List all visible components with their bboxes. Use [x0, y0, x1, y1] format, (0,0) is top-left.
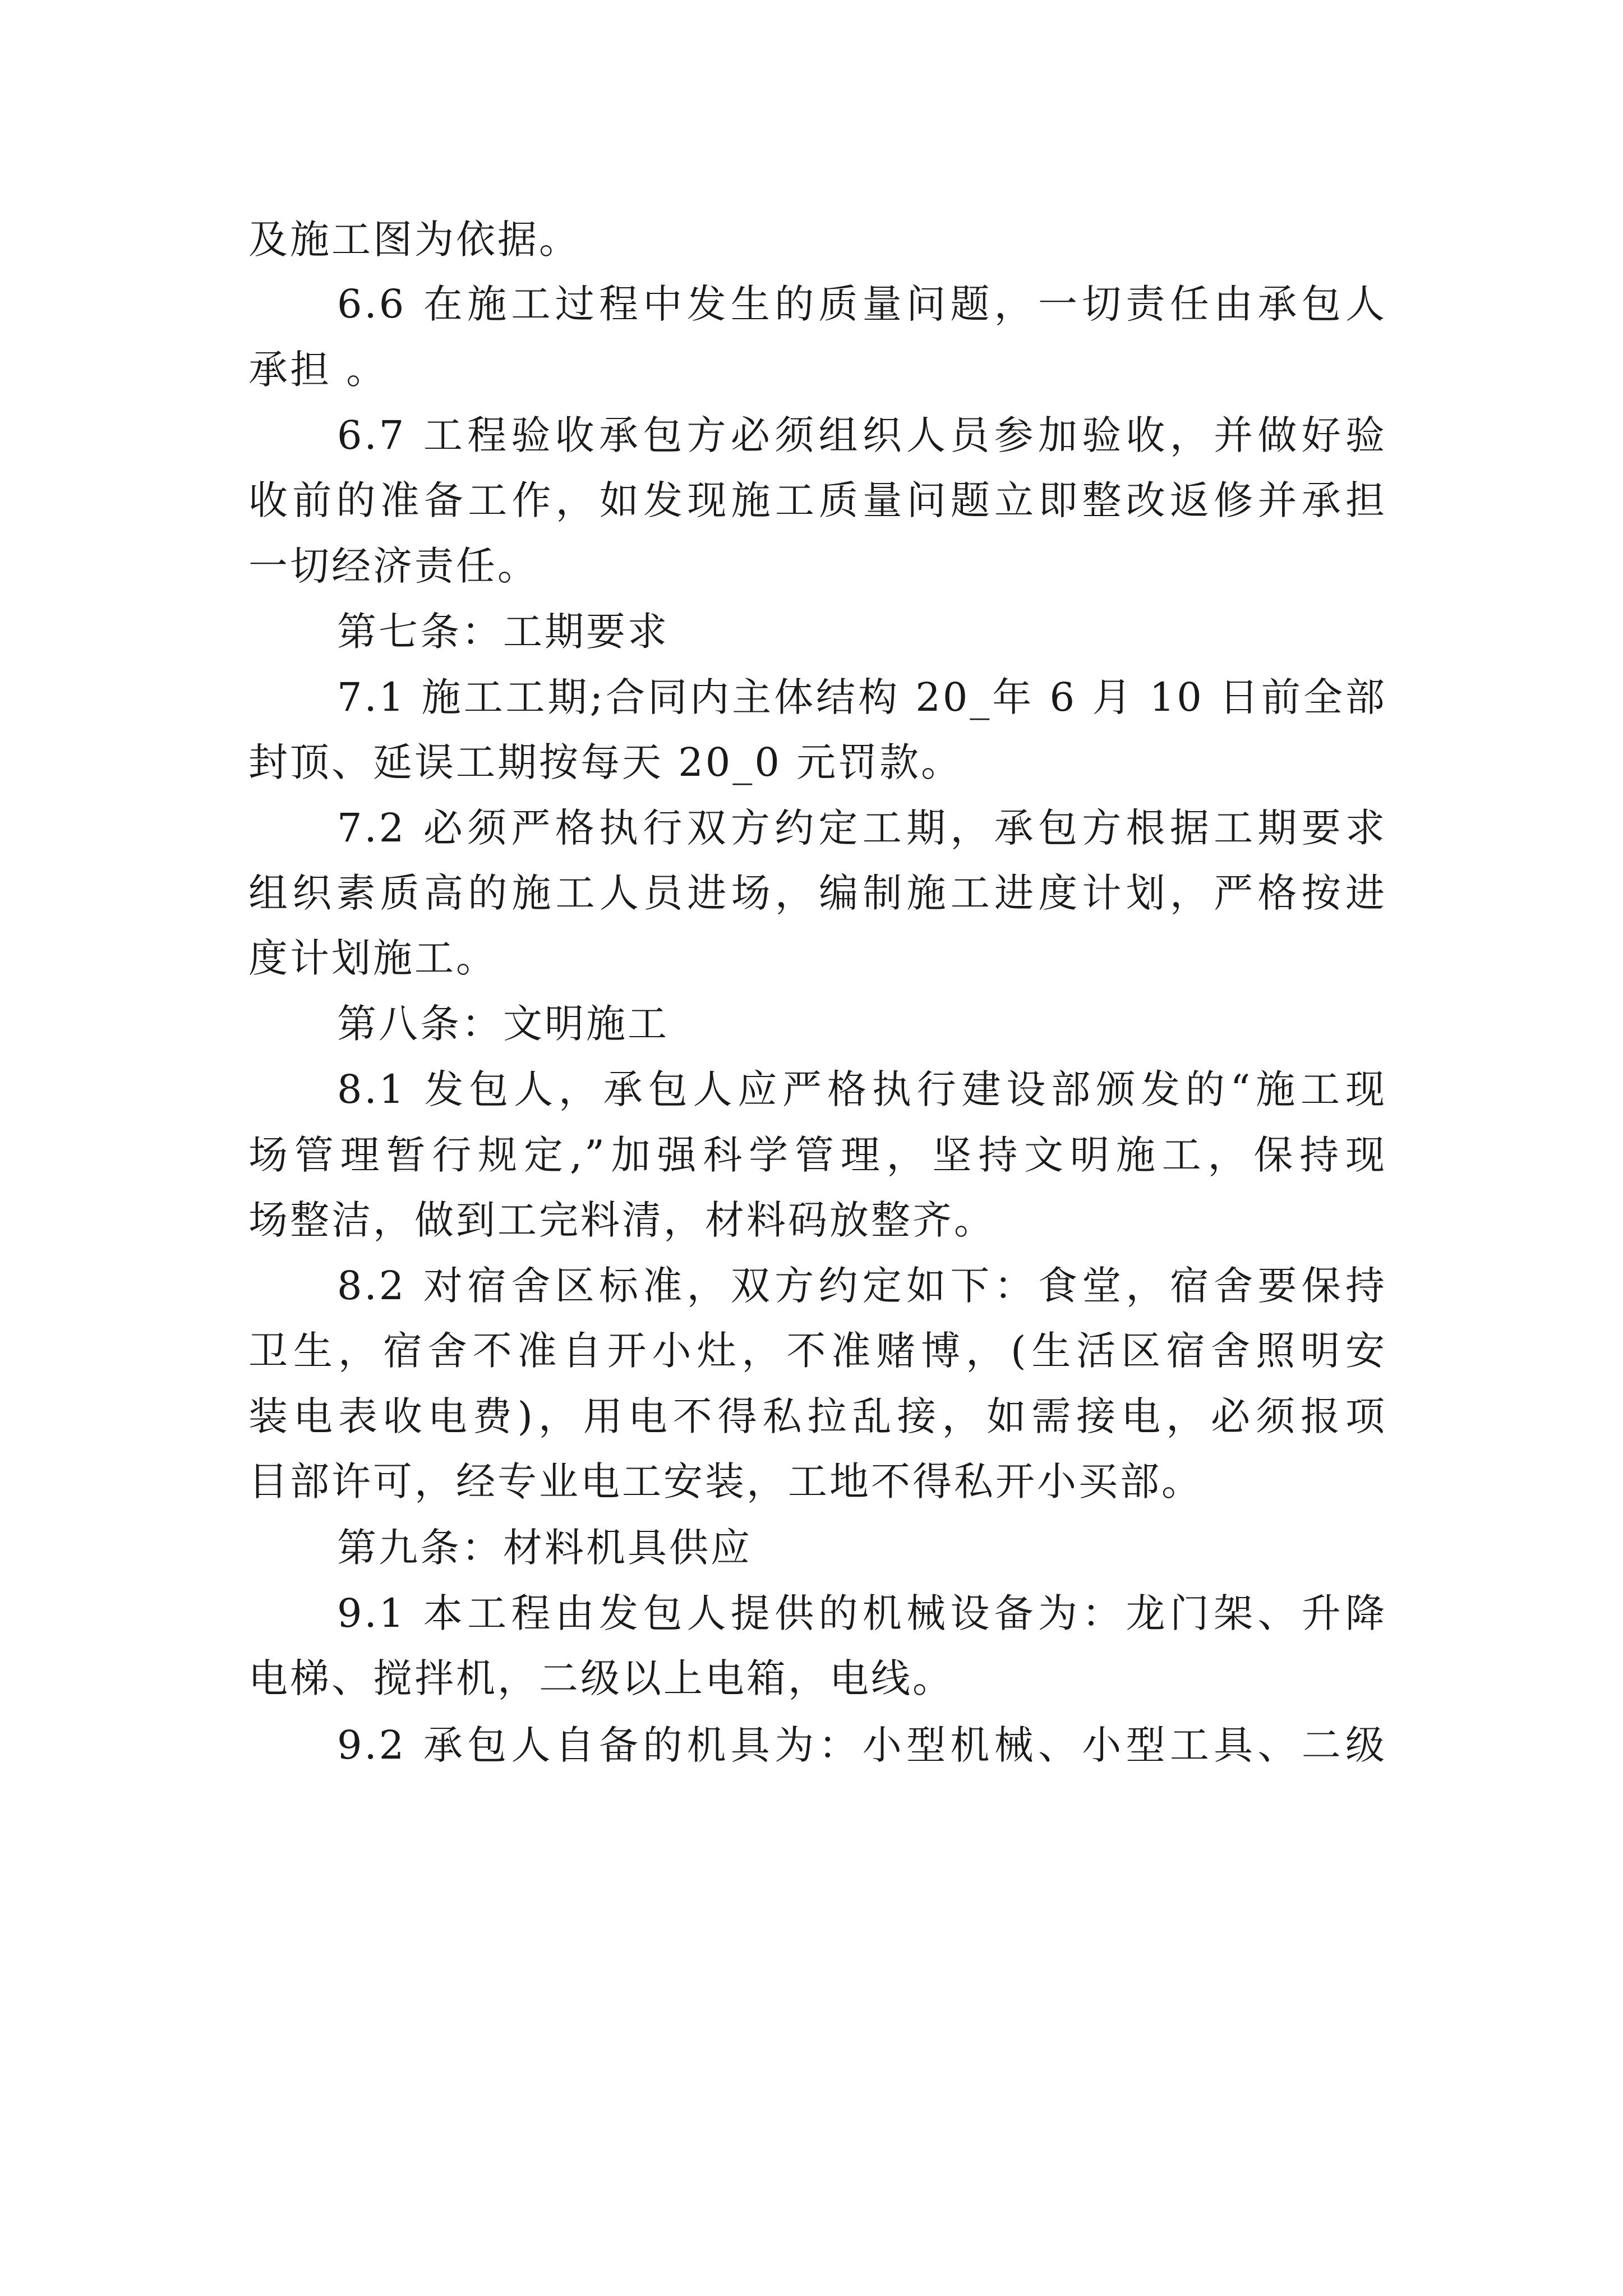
text-line: 第八条：文明施工	[337, 1001, 669, 1047]
text-line: 场整洁，做到工完料清，材料码放整齐。	[248, 1197, 995, 1243]
text-line: 收前的准备工作，如发现施工质量问题立即整改返修并承担	[248, 477, 1387, 523]
text-line: 7.1 施工工期;合同内主体结构 20_年 6 月 10 日前全部	[337, 674, 1387, 720]
text-line: 场管理暂行规定,”加强科学管理，坚持文明施工，保持现	[248, 1132, 1387, 1178]
text-line: 目部许可，经专业电工安装，工地不得私开小买部。	[248, 1458, 1203, 1504]
text-line: 7.2 必须严格执行双方约定工期，承包方根据工期要求	[337, 805, 1387, 851]
text-line: 组织素质高的施工人员进场，编制施工进度计划，严格按进	[248, 870, 1387, 916]
text-line: 封顶、延误工期按每天 20_0 元罚款。	[248, 739, 963, 785]
text-line: 电梯、搅拌机，二级以上电箱，电线。	[248, 1655, 954, 1701]
text-line: 卫生，宿舍不准自开小灶，不准赌博，(生活区宿舍照明安	[248, 1328, 1387, 1374]
text-line: 度计划施工。	[248, 935, 497, 981]
text-line: 第九条：材料机具供应	[337, 1525, 752, 1571]
text-line: 8.1 发包人，承包人应严格执行建设部颁发的“施工现	[337, 1066, 1387, 1112]
text-line: 及施工图为依据。	[248, 217, 580, 263]
text-line: 8.2 对宿舍区标准，双方约定如下：食堂，宿舍要保持	[337, 1263, 1387, 1309]
text-line: 第七条：工期要求	[337, 609, 669, 655]
text-line: 装电表收电费)，用电不得私拉乱接，如需接电，必须报项	[248, 1393, 1387, 1439]
text-line: 6.7 工程验收承包方必须组织人员参加验收，并做好验	[337, 412, 1387, 458]
text-line: 承担 。	[248, 347, 388, 393]
text-line: 9.1 本工程由发包人提供的机械设备为：龙门架、升降	[337, 1590, 1387, 1636]
text-line: 9.2 承包人自备的机具为：小型机械、小型工具、二级	[337, 1722, 1387, 1768]
text-line: 一切经济责任。	[248, 543, 539, 589]
text-line: 6.6 在施工过程中发生的质量问题，一切责任由承包人	[337, 281, 1387, 327]
